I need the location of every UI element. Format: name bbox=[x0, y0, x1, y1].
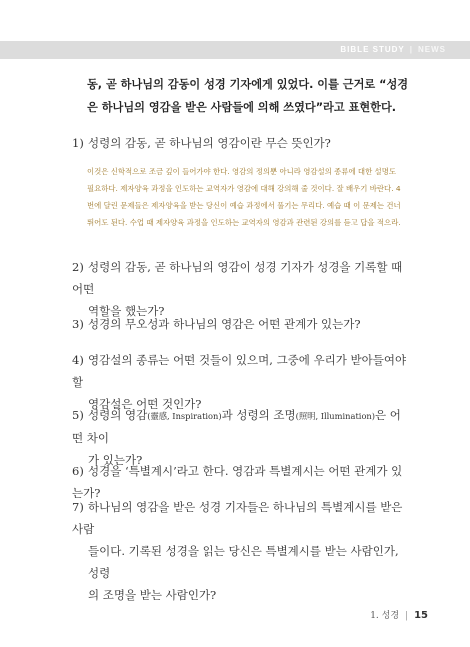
intro-paragraph: 동, 곧 하나님의 감동이 성경 기자에게 있었다. 이를 근거로 “성경은 하나님의 영감을 받은 사람들에 의해 쓰였다”라고 표현한다. bbox=[87, 78, 409, 114]
question-5: 5) 성령의 영감(靈感, Inspiration)과 성령의 조명(照明, Illumination)은 어떤 차이 가 있는가? bbox=[72, 408, 401, 467]
footer-chapter: 1. 성경 bbox=[370, 611, 400, 621]
page-footer: 1. 성경 | 15 bbox=[370, 610, 428, 621]
question-3: 3) 성경의 무오성과 하나님의 영감은 어떤 관계가 있는가? bbox=[72, 317, 361, 331]
question-2: 2) 성령의 감동, 곧 하나님의 영감이 성경 기자가 성경을 기록할 때 어떤 역할을 했는가? bbox=[72, 260, 403, 318]
question-7: 7) 하나님의 영감을 받은 성경 기자들은 하나님의 특별계시를 받은 사람 들이다. 기록된 성경을 읽는 당신은 특별계시를 받는 사람인가, 성령 의 조명을 받는 사람인가? bbox=[72, 500, 403, 602]
question-1: 1) 성령의 감동, 곧 하나님의 영감이란 무슨 뜻인가? bbox=[72, 136, 331, 150]
page-number: 15 bbox=[414, 610, 428, 621]
question-4: 4) 영감설의 종류는 어떤 것들이 있으며, 그중에 우리가 받아들여야 할 영감설은 어떤 것인가? bbox=[72, 353, 407, 411]
question-6: 6) 성경을 ‘특별계시’라고 한다. 영감과 특별계시는 어떤 관계가 있는가? bbox=[72, 464, 403, 500]
header-title: BIBLE STUDY bbox=[340, 45, 405, 54]
header-section: NEWS bbox=[418, 45, 446, 54]
study-note: 이것은 신학적으로 조금 깊이 들어가야 한다. 영감의 정의뿐 아니라 영감설의 종류에 대한 설명도 필요하다. 제자양육 과정을 인도하는 교역자가 영감에 대해 강의해 줄 것이다. 잘 배우기 바란다. 4번에 달린 문제들은 제자양육을 받는 당신이 예습 과정에서 풀기는 무리다. 예습 때 이 문제는 건너뛰어도 된다. 수업 때 제자양육 과정을 인도하는 교역자의 영감과 관련된 강의를 듣고 답을 적으라. bbox=[87, 167, 401, 227]
running-header: BIBLE STUDY | NEWS bbox=[340, 45, 446, 54]
